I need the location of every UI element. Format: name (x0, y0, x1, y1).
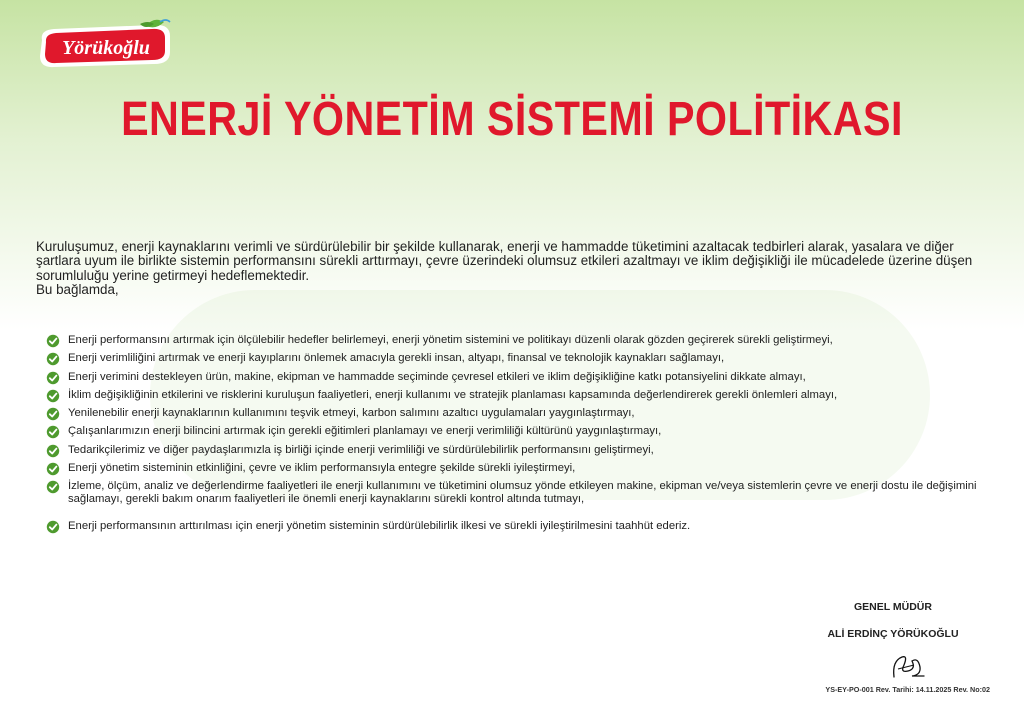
svg-text:Yörükoğlu: Yörükoğlu (62, 37, 150, 59)
intro-text (36, 240, 992, 298)
check-circle-icon (46, 480, 60, 494)
commitment-text: İzleme, ölçüm, analiz ve değerlendirme faaliyetleri ile enerji kullanımını ve tüketimini olumsuz yönde etkileyen makine, ekipman ve/veya sistemlerin çevre ve enerji dostu ile değişimini sağlamayı, gerekli bakım onarım faaliyetleri ile önemli enerji kaynaklarını sürekli kontrol altında tutmayı, (68, 480, 977, 506)
check-circle-icon (46, 462, 60, 476)
document-code: YS-EY-PO-001 Rev. Tarihi: 14.11.2025 Rev. No:02 (825, 685, 990, 694)
intro-lead: Bu bağlamda, (36, 282, 119, 298)
commitment-text: Enerji performansını artırmak için ölçülebilir hedefler belirlemeyi, enerji yönetim sistemini ve politikayı düzenli olarak gözden geçirerek sürekli geliştirmeyi, (68, 334, 833, 346)
check-circle-icon (46, 352, 60, 366)
list-item (46, 371, 996, 384)
commitment-text: Enerji verimliliğini artırmak ve enerji kayıplarını önlemek amacıyla gerekli insan, altyapı, finansal ve teknolojik kaynakları sağlamayı, (68, 352, 725, 365)
commitment-list (46, 334, 996, 539)
commitment-text: İklim değişikliğinin etkilerini ve risklerini kuruluşun faaliyetleri, enerji kullanımı ve stratejik planlaması kapsamında değerlendirerek gerekli önlemleri almayı, (68, 388, 838, 401)
page-title: ENERJİ YÖNETİM SİSTEMİ POLİTİKASI (121, 93, 903, 146)
list-item (46, 389, 996, 402)
commitment-text: Tedarikçilerimiz ve diğer paydaşlarımızla iş birliği içinde enerji verimliliği ve sürdürülebilirlik performansını geliştirmeyi, (68, 443, 654, 456)
check-circle-icon (46, 371, 60, 385)
list-item (46, 444, 996, 457)
check-circle-icon (46, 407, 60, 421)
signatory-name: ALİ ERDİNÇ YÖRÜKOĞLU (827, 628, 959, 640)
check-circle-icon (46, 425, 60, 439)
commitment-text: Enerji verimini destekleyen ürün, makine, ekipman ve hammadde seçiminde çevresel etkileri ve iklim değişikliğine katkı potansiyelini dikkate almayı, (68, 370, 806, 383)
brand-logo (36, 18, 176, 72)
signatory-role: GENEL MÜDÜR (854, 601, 932, 613)
list-item (46, 352, 996, 365)
intro-paragraph: Kuruluşumuz, enerji kaynaklarını verimli ve sürdürülebilir bir şekilde kullanarak, enerji ve hammadde tüketimini azaltacak tedbirleri alarak, yasalara ve diğer şartlara uyum ile birlikte sistemin performansını sürekli arttırmayı, çevre üzerindeki olumsuz etkileri azaltmayı ve iklim değişikliği ile mücadelede üzerine düşen sorumluluğu yerine getirmeyi hedeflemektedir. (36, 239, 973, 283)
check-circle-icon (46, 444, 60, 458)
list-item (46, 520, 996, 533)
list-item (46, 407, 996, 420)
check-circle-icon (46, 520, 60, 534)
signature-mark (888, 651, 928, 681)
commitment-text: Çalışanlarımızın enerji bilincini artırmak için gerekli eğitimleri planlamayı ve enerji verimliliği kültürünü yaygınlaştırmayı, (68, 425, 662, 438)
commitment-text: Enerji yönetim sisteminin etkinliğini, çevre ve iklim performansıyla entegre şekilde sürekli iyileştirmeyi, (68, 462, 576, 475)
list-item (46, 462, 996, 475)
list-item (46, 334, 996, 347)
check-circle-icon (46, 389, 60, 403)
list-item (46, 480, 996, 506)
commitment-text: Enerji performansının arttırılması için enerji yönetim sisteminin sürdürülebilirlik ilkesi ve sürekli iyileştirilmesini taahhüt ederiz. (68, 520, 691, 533)
list-item (46, 425, 996, 438)
commitment-text: Yenilenebilir enerji kaynaklarının kullanımını teşvik etmeyi, karbon salımını azaltıcı uygulamaları yaygınlaştırmayı, (68, 407, 635, 420)
check-circle-icon (46, 334, 60, 348)
